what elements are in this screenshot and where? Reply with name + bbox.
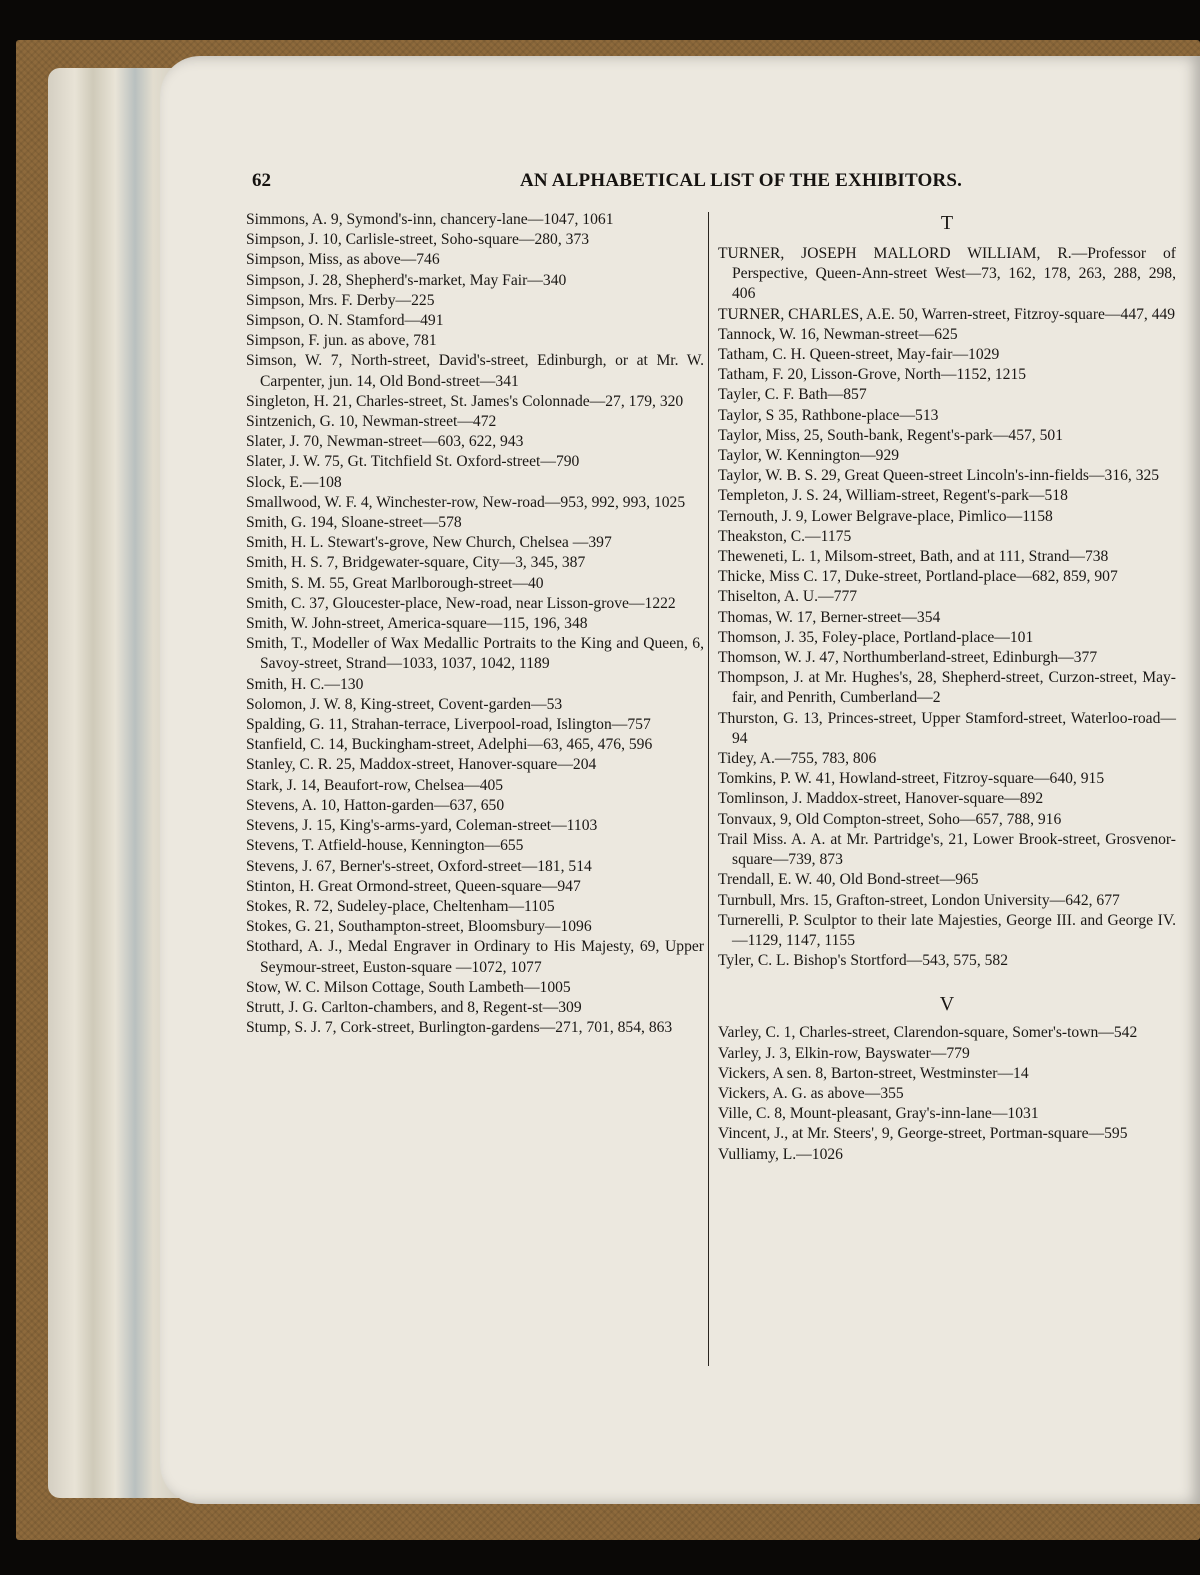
list-entry: Vickers, A. G. as above—355 <box>718 1084 904 1102</box>
list-entry: Tatham, C. H. Queen-street, May-fair—1029 <box>718 346 1000 364</box>
list-entry: Varley, C. 1, Charles-street, Clarendon-square, Somer's-town—542 <box>718 1024 1138 1042</box>
list-entry: Slock, E.—108 <box>246 473 342 491</box>
list-entry: Thomson, W. J. 47, Northumberland-street, Edinburgh—377 <box>718 649 1098 667</box>
list-entry: Taylor, W. Kennington—929 <box>718 447 900 465</box>
list-entry: Tomkins, P. W. 41, Howland-street, Fitzroy-square—640, 915 <box>718 770 1105 788</box>
section-heading-v: V <box>939 993 955 1016</box>
list-entry: Theakston, C.—1175 <box>718 527 852 545</box>
list-entry: Stevens, J. 67, Berner's-street, Oxford-street—181, 514 <box>246 857 592 875</box>
list-entry: Stokes, R. 72, Sudeley-place, Cheltenham—1105 <box>246 897 555 915</box>
list-entry: Smith, S. M. 55, Great Marlborough-street—40 <box>246 574 544 592</box>
page-header <box>252 170 1042 198</box>
list-entry: Thomson, J. 35, Foley-place, Portland-place—101 <box>718 628 1034 646</box>
list-entry: Smallwood, W. F. 4, Winchester-row, New-road—953, 992, 993, 1025 <box>246 493 686 511</box>
list-entry: Vincent, J., at Mr. Steers', 9, George-street, Portman-square—595 <box>718 1125 1128 1143</box>
list-entry: Stump, S. J. 7, Cork-street, Burlington-gardens—271, 701, 854, 863 <box>246 1019 673 1037</box>
list-entry: Stark, J. 14, Beaufort-row, Chelsea—405 <box>246 776 504 794</box>
section-t-entries <box>718 244 1176 971</box>
list-entry: Vulliamy, L.—1026 <box>718 1145 843 1163</box>
page-number: 62 <box>252 170 271 191</box>
list-entry: Trendall, E. W. 40, Old Bond-street—965 <box>718 871 979 889</box>
list-entry: Turnerelli, P. Sculptor to their late Majesties, George III. and George IV.—1129, 1147, 1155 <box>718 911 1176 949</box>
list-entry: Strutt, J. G. Carlton-chambers, and 8, Regent-st—309 <box>246 998 582 1016</box>
list-entry: Singleton, H. 21, Charles-street, St. James's Colonnade—27, 179, 320 <box>246 392 684 410</box>
list-entry: Stanfield, C. 14, Buckingham-street, Adelphi—63, 465, 476, 596 <box>246 736 653 754</box>
list-entry: Tannock, W. 16, Newman-street—625 <box>718 325 958 343</box>
list-entry: Smith, T., Modeller of Wax Medallic Portraits to the King and Queen, 6, Savoy-street, Strand—1033, 1037, 1042, 1189 <box>246 635 704 673</box>
list-entry: Simpson, O. N. Stamford—491 <box>246 312 444 330</box>
list-entry: Simson, W. 7, North-street, David's-street, Edinburgh, or at Mr. W. Carpenter, jun. 14, Old Bond-street—341 <box>246 352 704 390</box>
list-entry: Tayler, C. F. Bath—857 <box>718 386 867 404</box>
list-entry: Tatham, F. 20, Lisson-Grove, North—1152, 1215 <box>718 366 1027 384</box>
page-title: AN ALPHABETICAL LIST OF THE EXHIBITORS. <box>520 170 963 191</box>
section-heading-t: T <box>940 212 954 234</box>
section-v-entries <box>718 1023 1176 1164</box>
list-entry: Stokes, G. 21, Southampton-street, Bloomsbury—1096 <box>246 918 592 936</box>
list-entry: Taylor, S 35, Rathbone-place—513 <box>718 406 939 424</box>
list-entry: Simpson, J. 10, Carlisle-street, Soho-square—280, 373 <box>246 231 590 249</box>
list-entry: Thicke, Miss C. 17, Duke-street, Portland-place—682, 859, 907 <box>718 568 1118 586</box>
list-entry: Thomas, W. 17, Berner-street—354 <box>718 608 941 626</box>
right-column <box>718 210 1176 1165</box>
list-entry: Tomlinson, J. Maddox-street, Hanover-square—892 <box>718 790 1044 808</box>
list-entry: Turnbull, Mrs. 15, Grafton-street, London University—642, 677 <box>718 891 1120 909</box>
list-entry: Thompson, J. at Mr. Hughes's, 28, Shepherd-street, Curzon-street, May-fair, and Penrith, Cumberland—2 <box>718 669 1176 707</box>
list-entry: Ternouth, J. 9, Lower Belgrave-place, Pimlico—1158 <box>718 507 1053 525</box>
left-column <box>246 210 704 1038</box>
list-entry: Solomon, J. W. 8, King-street, Covent-garden—53 <box>246 695 563 713</box>
list-entry: Taylor, W. B. S. 29, Great Queen-street Lincoln's-inn-fields—316, 325 <box>718 467 1160 485</box>
list-entry: Slater, J. W. 75, Gt. Titchfield St. Oxford-street—790 <box>246 453 580 471</box>
list-entry: Slater, J. 70, Newman-street—603, 622, 943 <box>246 433 524 451</box>
list-entry: Simpson, Mrs. F. Derby—225 <box>246 291 435 309</box>
list-entry: Smith, W. John-street, America-square—115, 196, 348 <box>246 615 588 633</box>
list-entry: Simpson, J. 28, Shepherd's-market, May Fair—340 <box>246 271 567 289</box>
list-entry: TURNER, CHARLES, A.E. 50, Warren-street, Fitzroy-square—447, 449 <box>718 305 1176 323</box>
list-entry: Stothard, A. J., Medal Engraver in Ordinary to His Majesty, 69, Upper Seymour-street, Euston-square —1072, 1077 <box>246 938 704 976</box>
list-entry: Simmons, A. 9, Symond's-inn, chancery-lane—1047, 1061 <box>246 211 614 228</box>
list-entry: Taylor, Miss, 25, South-bank, Regent's-park—457, 501 <box>718 426 1063 444</box>
list-entry: Spalding, G. 11, Strahan-terrace, Liverpool-road, Islington—757 <box>246 716 651 734</box>
list-entry: Stevens, J. 15, King's-arms-yard, Coleman-street—1103 <box>246 817 598 835</box>
list-entry: Thurston, G. 13, Princes-street, Upper Stamford-street, Waterloo-road—94 <box>718 709 1176 747</box>
list-entry: Simpson, F. jun. as above, 781 <box>246 332 437 350</box>
list-entry: Tidey, A.—755, 783, 806 <box>718 750 877 768</box>
list-entry: Varley, J. 3, Elkin-row, Bayswater—779 <box>718 1044 970 1062</box>
list-entry: Smith, H. S. 7, Bridgewater-square, City—3, 345, 387 <box>246 554 586 572</box>
list-entry: TURNER, JOSEPH MALLORD WILLIAM, R.—Professor of Perspective, Queen-Ann-street West—73, 162, 178, 263, 288, 298, 406 <box>718 245 1176 303</box>
column-divider <box>708 212 709 1366</box>
list-entry: Stanley, C. R. 25, Maddox-street, Hanover-square—204 <box>246 756 597 774</box>
list-entry: Vickers, A sen. 8, Barton-street, Westminster—14 <box>718 1064 1029 1082</box>
list-entry: Smith, G. 194, Sloane-street—578 <box>246 514 462 532</box>
list-entry: Theweneti, L. 1, Milsom-street, Bath, and at 111, Strand—738 <box>718 548 1109 566</box>
list-entry: Stevens, A. 10, Hatton-garden—637, 650 <box>246 796 505 814</box>
list-entry: Trail Miss. A. A. at Mr. Partridge's, 21, Lower Brook-street, Grosvenor-square—739, 873 <box>718 830 1176 869</box>
list-entry: Ville, C. 8, Mount-pleasant, Gray's-inn-lane—1031 <box>718 1105 1039 1123</box>
list-entry: Stinton, H. Great Ormond-street, Queen-square—947 <box>246 877 581 895</box>
list-entry: Tyler, C. L. Bishop's Stortford—543, 575, 582 <box>718 952 1009 970</box>
list-entry: Stevens, T. Atfield-house, Kennington—655 <box>246 837 524 855</box>
list-entry: Thiselton, A. U.—777 <box>718 588 858 606</box>
list-entry: Templeton, J. S. 24, William-street, Regent's-park—518 <box>718 487 1068 505</box>
list-entry: Tonvaux, 9, Old Compton-street, Soho—657, 788, 916 <box>718 810 1062 828</box>
list-entry: Simpson, Miss, as above—746 <box>246 251 440 269</box>
list-entry: Smith, H. C.—130 <box>246 675 364 693</box>
list-entry: Smith, H. L. Stewart's-grove, New Church, Chelsea —397 <box>246 534 612 552</box>
list-entry: Stow, W. C. Milson Cottage, South Lambeth—1005 <box>246 978 571 996</box>
list-entry: Sintzenich, G. 10, Newman-street—472 <box>246 413 497 431</box>
list-entry: Smith, C. 37, Gloucester-place, New-road, near Lisson-grove—1222 <box>246 594 676 612</box>
